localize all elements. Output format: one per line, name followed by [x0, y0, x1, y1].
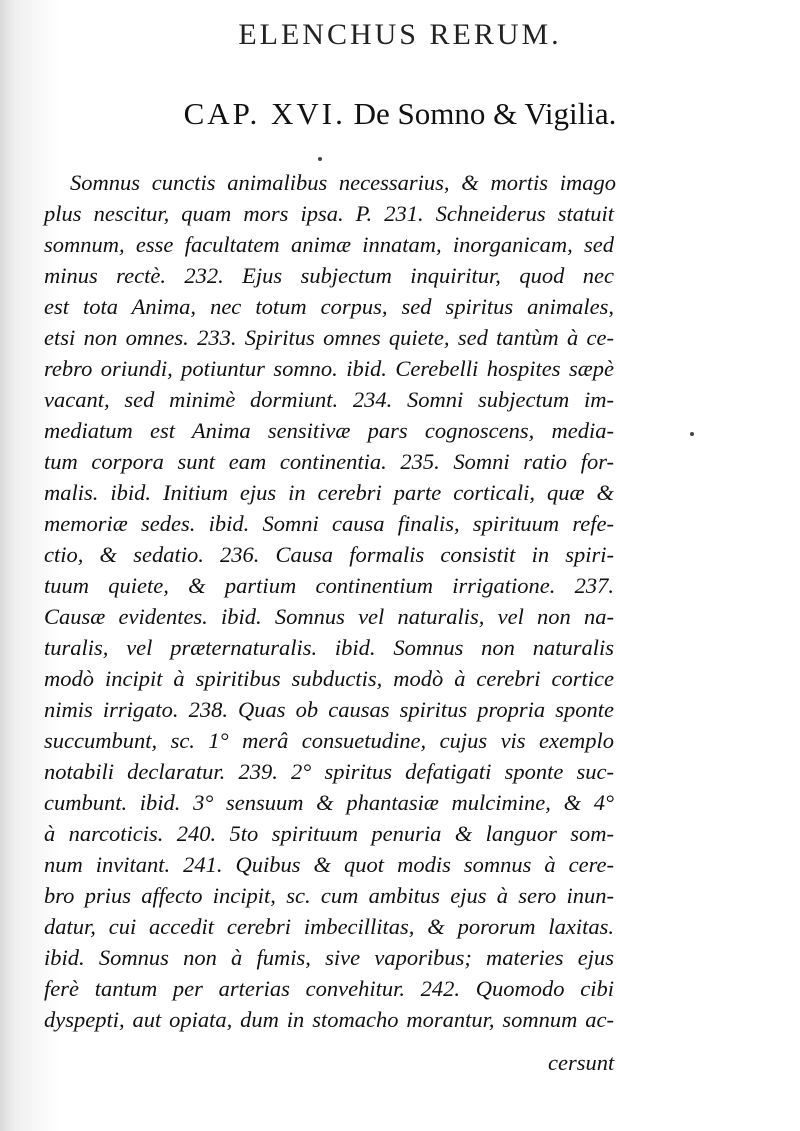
text-line: notabili declaratur. 239. 2° spiritus defatigati sponte suc- [44, 759, 614, 784]
text-line: à narcoticis. 240. 5to spirituum penuria & languor som- [44, 821, 614, 846]
text-line: plus nescitur, quam mors ipsa. P. 231. Schneiderus statuit [44, 201, 614, 226]
text-line: Somnus cunctis animalibus necessarius, & mortis imago [70, 170, 616, 195]
text-line: ferè tantum per arterias convehitur. 242. Quomodo cibi [44, 976, 614, 1001]
text-line: succumbunt, sc. 1° merâ consuetudine, cujus vis exemplo [44, 728, 614, 753]
text-line: cumbunt. ibid. 3° sensuum & phantasiæ mulcimine, & 4° [44, 790, 614, 815]
text-line: ctio, & sedatio. 236. Causa formalis consistit in spiri- [44, 542, 614, 567]
text-line: etsi non omnes. 233. Spiritus omnes quiete, sed tantùm à ce- [44, 325, 614, 350]
text-line: modò incipit à spiritibus subductis, modò à cerebri cortice [44, 666, 614, 691]
text-line: nimis irrigato. 238. Quas ob causas spiritus propria sponte [44, 697, 614, 722]
text-line: num invitant. 241. Quibus & quot modis somnus à cere- [44, 852, 614, 877]
chapter-title: De Somno & Vigilia. [353, 96, 617, 131]
text-line: turalis, vel præternaturalis. ibid. Somnus non naturalis [44, 635, 614, 660]
text-line: rebro oriundi, potiuntur somno. ibid. Cerebelli hospites sæpè [44, 356, 614, 381]
text-line: est tota Anima, nec totum corpus, sed spiritus animales, [44, 294, 614, 319]
text-line: tum corpora sunt eam continentia. 235. Somni ratio for- [44, 449, 614, 474]
text-line: malis. ibid. Initium ejus in cerebri parte corticali, quæ & [44, 480, 614, 505]
ink-speck [318, 157, 322, 161]
text-line: dyspepti, aut opiata, dum in stomacho morantur, somnum ac- [44, 1007, 614, 1032]
text-line: datur, cui accedit cerebri imbecillitas, & pororum laxitas. [44, 914, 614, 939]
text-line: ibid. Somnus non à fumis, sive vaporibus; materies ejus [44, 945, 614, 970]
text-line: somnum, esse facultatem animæ innatam, inorganicam, sed [44, 232, 614, 257]
text-line: bro prius affecto incipit, sc. cum ambitus ejus à sero inun- [44, 883, 614, 908]
text-line: vacant, sed minimè dormiunt. 234. Somni subjectum im- [44, 387, 614, 412]
ink-speck [690, 432, 694, 436]
running-head: ELENCHUS RERUM. [238, 18, 562, 51]
chapter-heading [0, 96, 800, 132]
text-line: memoriæ sedes. ibid. Somni causa finalis, spirituum refe- [44, 511, 614, 536]
text-line: minus rectè. 232. Ejus subjectum inquiritur, quod nec [44, 263, 614, 288]
chapter-number: CAP. XVI. [183, 96, 346, 131]
text-line: tuum quiete, & partium continentium irrigatione. 237. [44, 573, 614, 598]
catchword: cersunt [548, 1050, 615, 1075]
text-line: mediatum est Anima sensitivæ pars cognoscens, media- [44, 418, 614, 443]
text-line: Causæ evidentes. ibid. Somnus vel naturalis, vel non na- [44, 604, 614, 629]
